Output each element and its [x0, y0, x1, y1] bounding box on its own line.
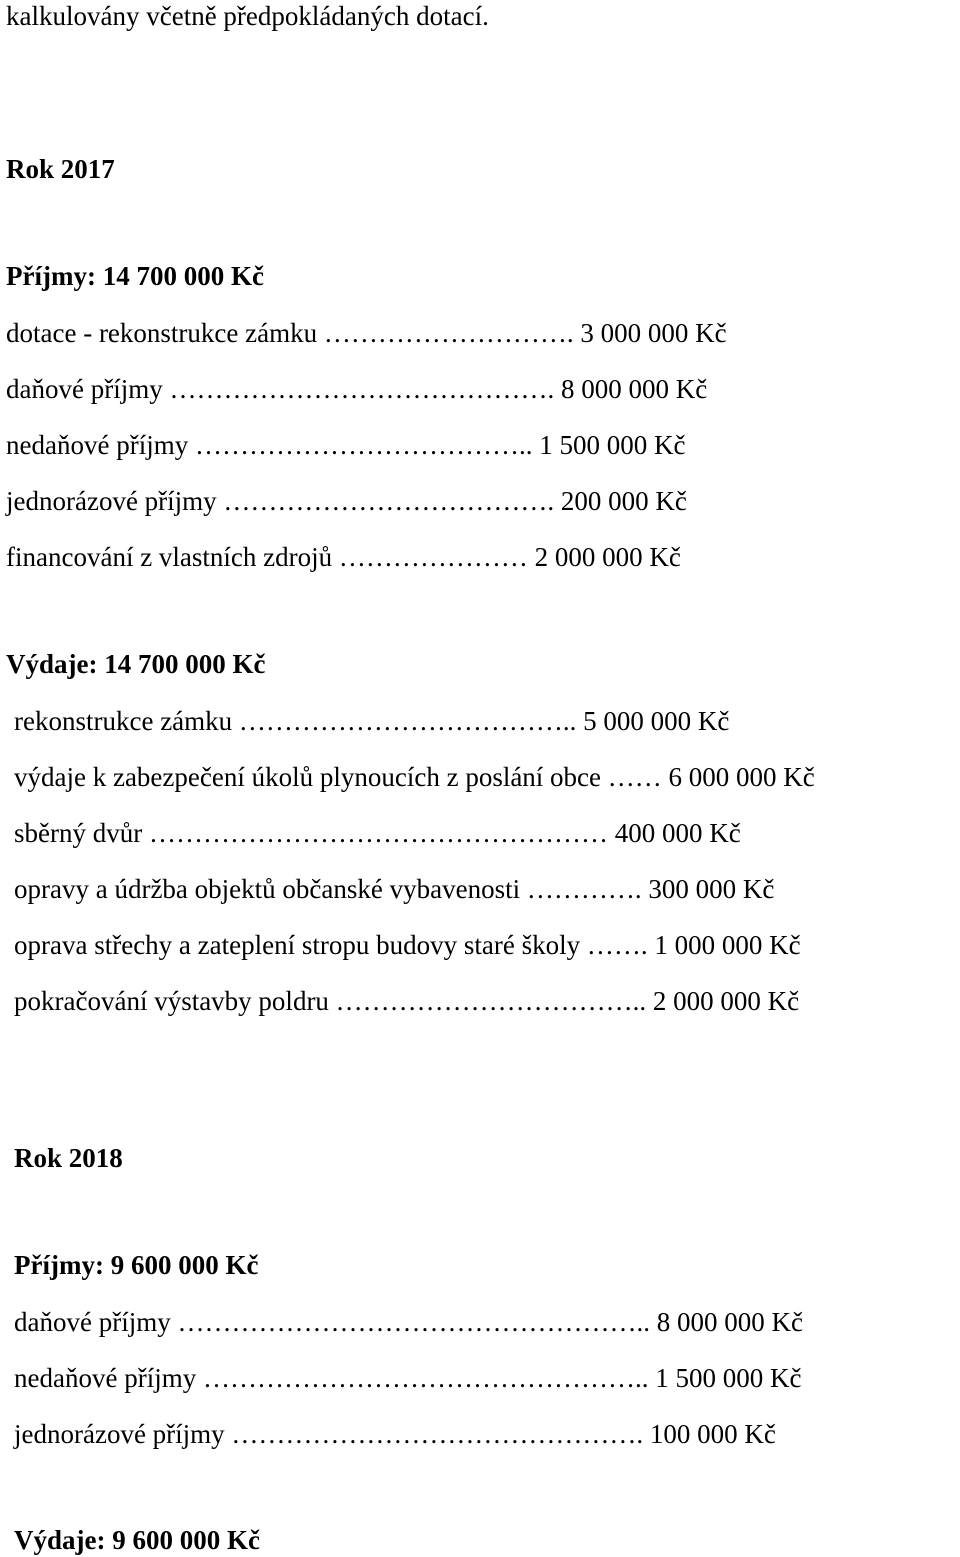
section-2018-heading: Rok 2018 [14, 1143, 123, 1173]
expense-2017-item: opravy a údržba objektů občanské vybavenosti …………. 300 000 Kč [14, 874, 775, 904]
expense-2018-title: Výdaje: 9 600 000 Kč [14, 1525, 260, 1555]
income-2017-title: Příjmy: 14 700 000 Kč [6, 261, 264, 291]
expense-2017-title: Výdaje: 14 700 000 Kč [6, 649, 266, 679]
expense-2017-item: pokračování výstavby poldru …………………………….. 2 000 000 Kč [14, 986, 800, 1016]
intro-text: kalkulovány včetně předpokládaných dotací. [6, 1, 489, 31]
income-2017-item: nedaňové příjmy ……………………………….. 1 500 000 Kč [6, 430, 686, 460]
section-2017-heading: Rok 2017 [6, 154, 115, 184]
income-2017-item: financování z vlastních zdrojů ………………… 2 000 000 Kč [6, 542, 681, 572]
expense-2017-item: sběrný dvůr …………………………………………… 400 000 Kč [14, 818, 741, 848]
income-2018-item: daňové příjmy …………………………………………….. 8 000 000 Kč [14, 1307, 803, 1337]
expense-2017-item: rekonstrukce zámku ……………………………….. 5 000 000 Kč [14, 706, 730, 736]
expense-2017-item: výdaje k zabezpečení úkolů plynoucích z poslání obce …… 6 000 000 Kč [14, 762, 815, 792]
income-2017-item: jednorázové příjmy ………………………………. 200 000 Kč [6, 486, 687, 516]
expense-2017-item: oprava střechy a zateplení stropu budovy staré školy ……. 1 000 000 Kč [14, 930, 801, 960]
income-2017-item: dotace - rekonstrukce zámku ………………………. 3 000 000 Kč [6, 318, 727, 348]
income-2018-item: jednorázové příjmy ………………………………………. 100 000 Kč [14, 1419, 776, 1449]
income-2017-item: daňové příjmy ……………………………………. 8 000 000 Kč [6, 374, 708, 404]
income-2018-item: nedaňové příjmy ………………………………………….. 1 500 000 Kč [14, 1363, 802, 1393]
income-2018-title: Příjmy: 9 600 000 Kč [14, 1250, 259, 1280]
